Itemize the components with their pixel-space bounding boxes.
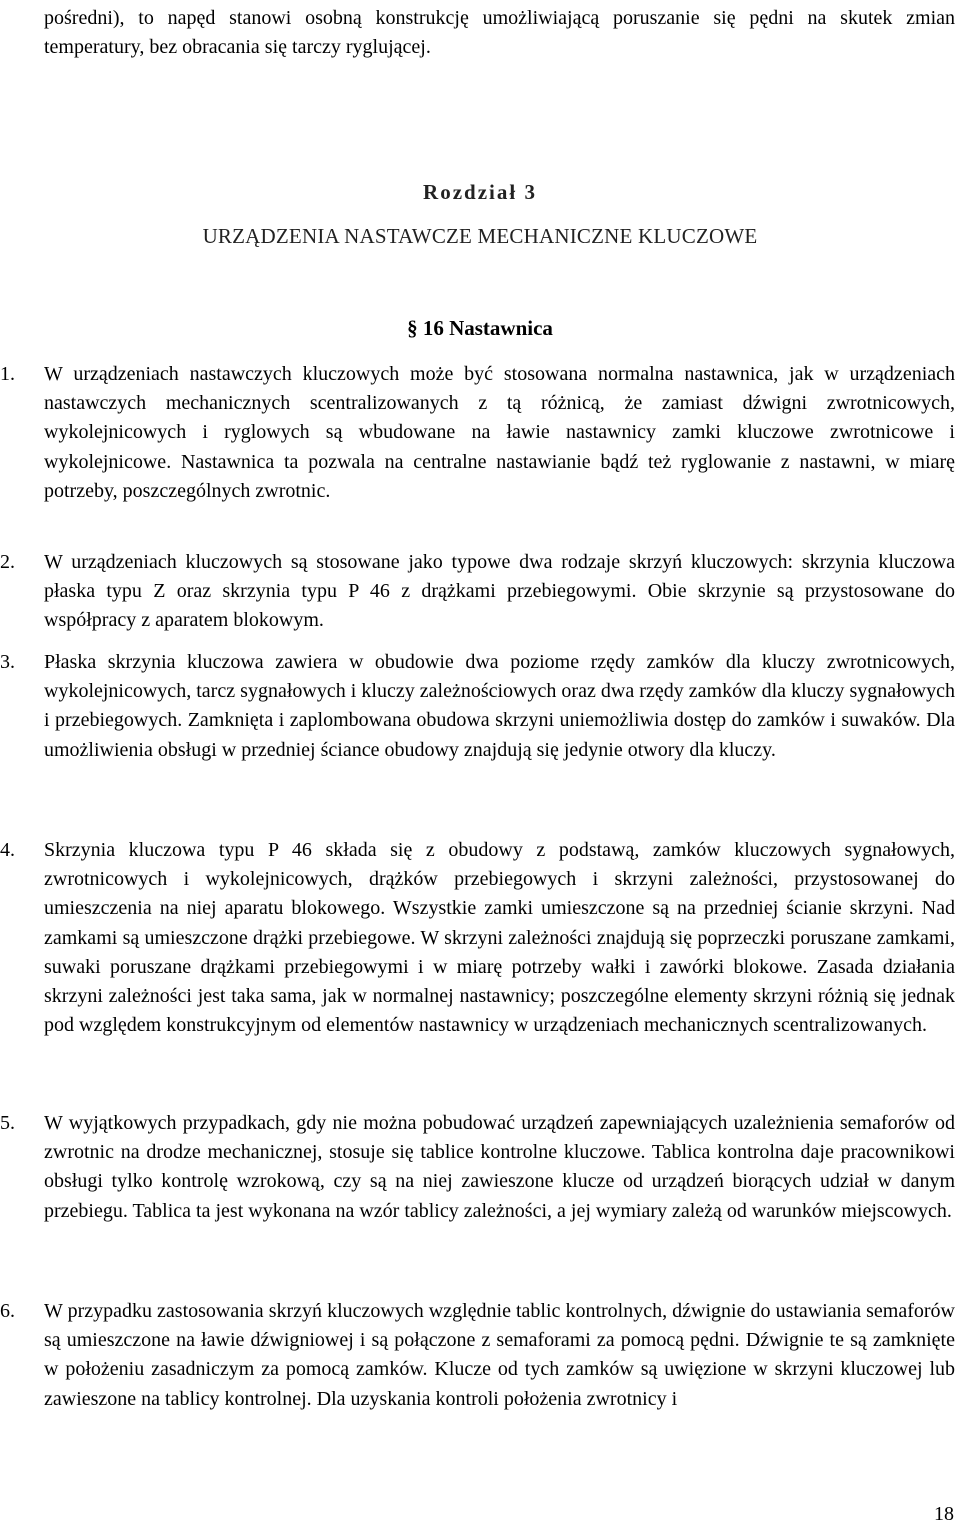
item-number: 1. — [0, 363, 15, 385]
list-item-5 — [0, 1109, 955, 1226]
item-text: W urządzeniach nastawczych kluczowych może być stosowana normalna nastawnica, jak w urządzeniach nastawczych mechanicznych scentralizowanych z tą różnicą, że zamiast dźwigni zwrotnicowych, wykolejnicowych i ryglowych są wbudowane na ławie nastawnicy zamki kluczowe zwrotnicowe i wykolejnicowe. Nastawnica ta pozwala na centralne nastawianie bądź też ryglowanie z nastawni, w miarę potrzeby, poszczególnych zwrotnic. — [44, 363, 955, 502]
item-number: 4. — [0, 839, 15, 861]
item-text: W przypadku zastosowania skrzyń kluczowych względnie tablic kontrolnych, dźwignie do ustawiania semaforów są umieszczone na ławie dźwigniowej i są połączone z semaforami za pomocą pędni. Dźwignie te są zamknięte w położeniu zasadniczym za pomocą zamków. Klucze od tych zamków są uwięzione w skrzyni kluczowej lub zawieszone na tablicy kontrolnej. Dla uzyskania kontroli położenia zwrotnicy i — [44, 1300, 955, 1410]
item-text: Skrzynia kluczowa typu P 46 składa się z obudowy z podstawą, zamków kluczowych sygnałowych, zwrotnicowych i wykolejnicowych, drążków przebiegowych i skrzyni zależności, przystosowanej do umieszczenia na niej aparatu blokowego. Wszystkie zamki umieszczone są na przedniej ścianie skrzyni. Nad zamkami są umieszczone drążki przebiegowe. W skrzyni zależności znajdują się poprzeczki poruszane zamkami, suwaki poruszane drążkami przebiegowymi i w miarę potrzeby wałki i zawórki blokowe. Zasada działania skrzyni zależności jest taka sama, jak w normalnej nastawnicy; poszczególne elementy skrzyni różnią się jednak pod względem konstrukcyjnym od elementów nastawnicy w urządzeniach mechanicznych scentralizowanych. — [44, 839, 955, 1037]
intro-paragraph: pośredni), to napęd stanowi osobną konstrukcję umożliwiającą poruszanie się pędni na skutek zmian temperatury, bez obracania się tarczy ryglującej. — [44, 7, 955, 59]
list-item-2 — [0, 548, 955, 636]
chapter-label: Rozdział 3 — [423, 180, 537, 204]
list-item-4 — [0, 836, 955, 1040]
list-item-1 — [0, 360, 955, 506]
item-text: W urządzeniach kluczowych są stosowane jako typowe dwa rodzaje skrzyń kluczowych: skrzynia kluczowa płaska typu Z oraz skrzynia typu P 46 z drążkami przebiegowymi. Obie skrzynie są przystosowane do współpracy z aparatem blokowym. — [44, 551, 955, 632]
list-item-3 — [0, 648, 955, 765]
item-number: 2. — [0, 551, 15, 573]
chapter-title: URZĄDZENIA NASTAWCZE MECHANICZNE KLUCZOWE — [202, 224, 758, 248]
item-number: 5. — [0, 1112, 15, 1134]
item-text: W wyjątkowych przypadkach, gdy nie można pobudować urządzeń zapewniających uzależnienia semaforów od zwrotnic na drodze mechanicznej, stosuje się tablice kontrolne kluczowe. Tablica kontrolna daje pracownikowi obsługi tylko kontrolę wzrokową, czy są na niej zawieszone klucze od urządzeń biorących udział w danym przebiegu. Tablica ta jest wykonana na wzór tablicy zależności, a jej wymiary zależą od warunków miejscowych. — [44, 1112, 955, 1222]
item-text: Płaska skrzynia kluczowa zawiera w obudowie dwa poziome rzędy zamków dla kluczy zwrotnicowych, wykolejnicowych, tarcz sygnałowych i kluczy zależnościowych oraz dwa rzędy zamków dla kluczy sygnałowych i przebiegowych. Zamknięta i zaplombowana obudowa skrzyni uniemożliwia dostęp do zamków i suwaków. Dla umożliwienia obsługi w przedniej ściance obudowy znajdują się jedynie otwory dla kluczy. — [44, 651, 955, 761]
section-heading: § 16 Nastawnica — [407, 316, 553, 340]
item-number: 6. — [0, 1300, 15, 1322]
list-item-6 — [0, 1297, 955, 1414]
page-number: 18 — [934, 1503, 954, 1525]
item-number: 3. — [0, 651, 15, 673]
